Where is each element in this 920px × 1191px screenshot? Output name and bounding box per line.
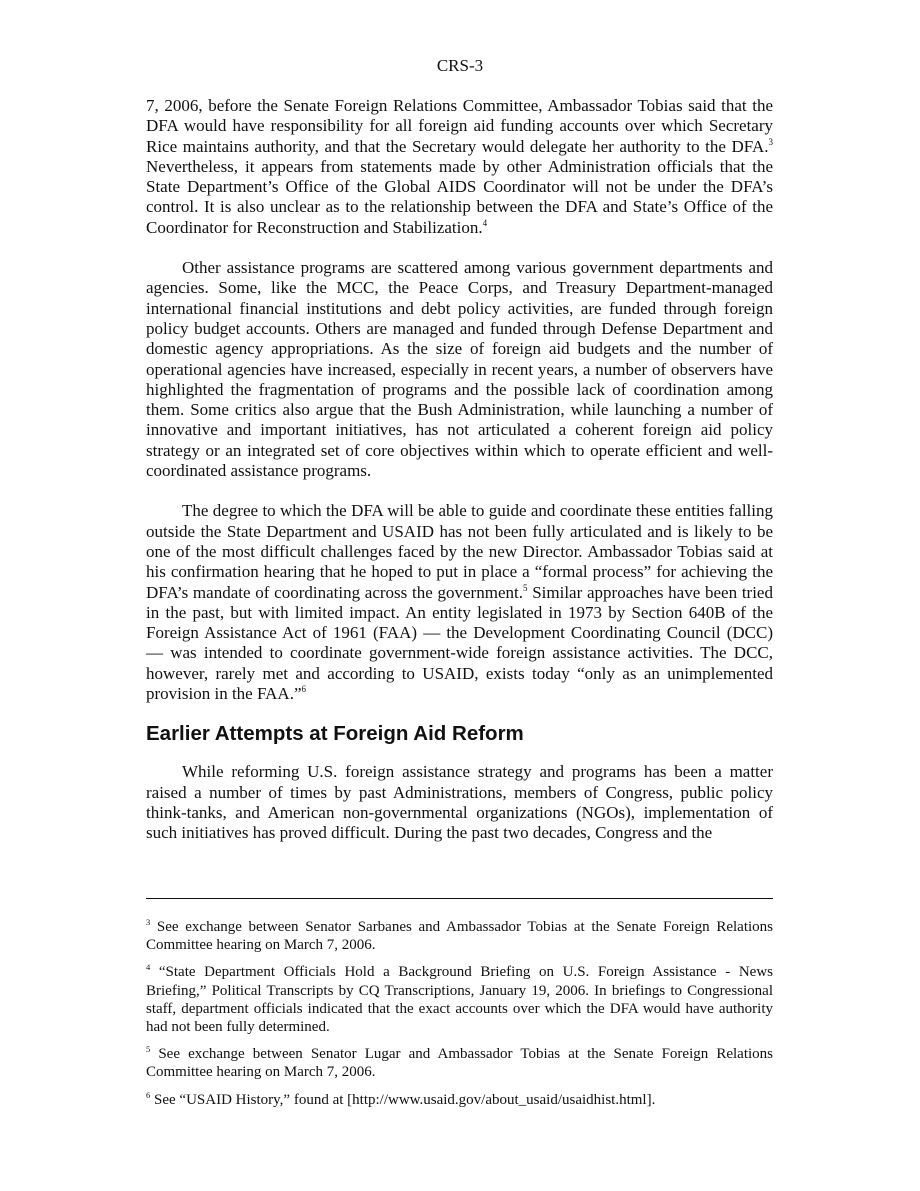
- footnote-marker: 4: [146, 962, 151, 973]
- body-text: [146, 96, 773, 844]
- footnote-divider: [146, 898, 773, 899]
- footnotes: [146, 918, 773, 1109]
- footnote-text: See exchange between Senator Sarbanes and Ambassador Tobias at the Senate Foreign Relations Committee hearing on March 7, 2006.: [146, 919, 773, 954]
- footnote-text: “State Department Officials Hold a Background Briefing on U.S. Foreign Assistance - News Briefing,” Political Transcripts by CQ Transcriptions, January 19, 2006. In briefings to Congressional staff, department officials indicated that the exact accounts over which the DFA would have authority had not been fully determined.: [146, 964, 773, 1036]
- footnote-marker: 6: [146, 1089, 151, 1100]
- paragraph-earlier-attempts: While reforming U.S. foreign assistance strategy and programs has been a matter raised a number of times by past Administrations, members of Congress, public policy think-tanks, and American non-governmental organizations (NGOs), implementation of such initiatives has proved difficult. During the past two decades, Congress and the: [146, 762, 773, 843]
- paragraph-text: 7, 2006, before the Senate Foreign Relations Committee, Ambassador Tobias said that the DFA would have responsibility for all foreign aid funding accounts over which Secretary Rice maintains authority, and that the Secretary would delegate her authority to the DFA.: [146, 96, 773, 156]
- footnote-item: [146, 918, 773, 954]
- section-heading: Earlier Attempts at Foreign Aid Reform: [146, 722, 524, 746]
- paragraph-other-programs: Other assistance programs are scattered among various government departments and agencies. Some, like the MCC, the Peace Corps, and Treasury Department-managed international financial institutions and debt policy activities, are funded through foreign policy budget accounts. Others are managed and funded through Defense Department and domestic agency appropriations. As the size of foreign aid budgets and the number of operational agencies have increased, especially in recent years, a number of observers have highlighted the fragmentation of programs and the possible lack of coordination among them. Some critics also argue that the Bush Administration, while launching a number of innovative and important initiatives, has not articulated a coherent foreign aid policy strategy or an integrated set of core objectives within which to operate efficient and well-coordinated assistance programs.: [146, 258, 773, 481]
- paragraph-continuation: [146, 96, 773, 238]
- footnote-ref: 3: [768, 136, 773, 147]
- footnote-item: [146, 963, 773, 1036]
- footnote-item: [146, 1045, 773, 1081]
- footnote-marker: 3: [146, 917, 151, 927]
- paragraph-text: Similar approaches have been tried in the past, but with limited impact. An entity legislated in 1973 by Section 640B of the Foreign Assistance Act of 1961 (FAA) — the Development Coordinating Council (DCC) — was intended to coordinate government-wide foreign assistance activities. The DCC, however, rarely met and according to USAID, exists today “only as an unimplemented provision in the FAA.”: [146, 582, 773, 704]
- page-header: CRS-3: [436, 56, 484, 75]
- footnote-text: See exchange between Senator Lugar and Ambassador Tobias at the Senate Foreign Relations Committee hearing on March 7, 2006.: [146, 1046, 773, 1081]
- footnote-text: See “USAID History,” found at [http://www.usaid.gov/about_usaid/usaidhist.html].: [150, 1091, 656, 1108]
- footnote-ref: 6: [301, 684, 307, 695]
- paragraph-text: Nevertheless, it appears from statements made by other Administration officials that the State Department’s Office of the Global AIDS Coordinator will not be under the DFA’s control. It is also unclear as to the relationship between the DFA and State’s Office of the Coordinator for Reconstruction and Stabilization.: [146, 156, 773, 237]
- paragraph-text: The degree to which the DFA will be able to guide and coordinate these entities falling outside the State Department and USAID has not been fully articulated and is likely to be one of the most difficult challenges faced by the new Director. Ambassador Tobias said at his confirmation hearing that he hoped to put in place a “formal process” for achieving the DFA’s mandate of coordinating across the government.: [146, 501, 773, 602]
- footnote-ref: 4: [482, 217, 488, 228]
- footnote-marker: 5: [146, 1044, 151, 1055]
- footnote-ref: 5: [522, 582, 528, 593]
- footnote-item: [146, 1091, 773, 1109]
- paragraph-dfa-coordination: [146, 501, 773, 704]
